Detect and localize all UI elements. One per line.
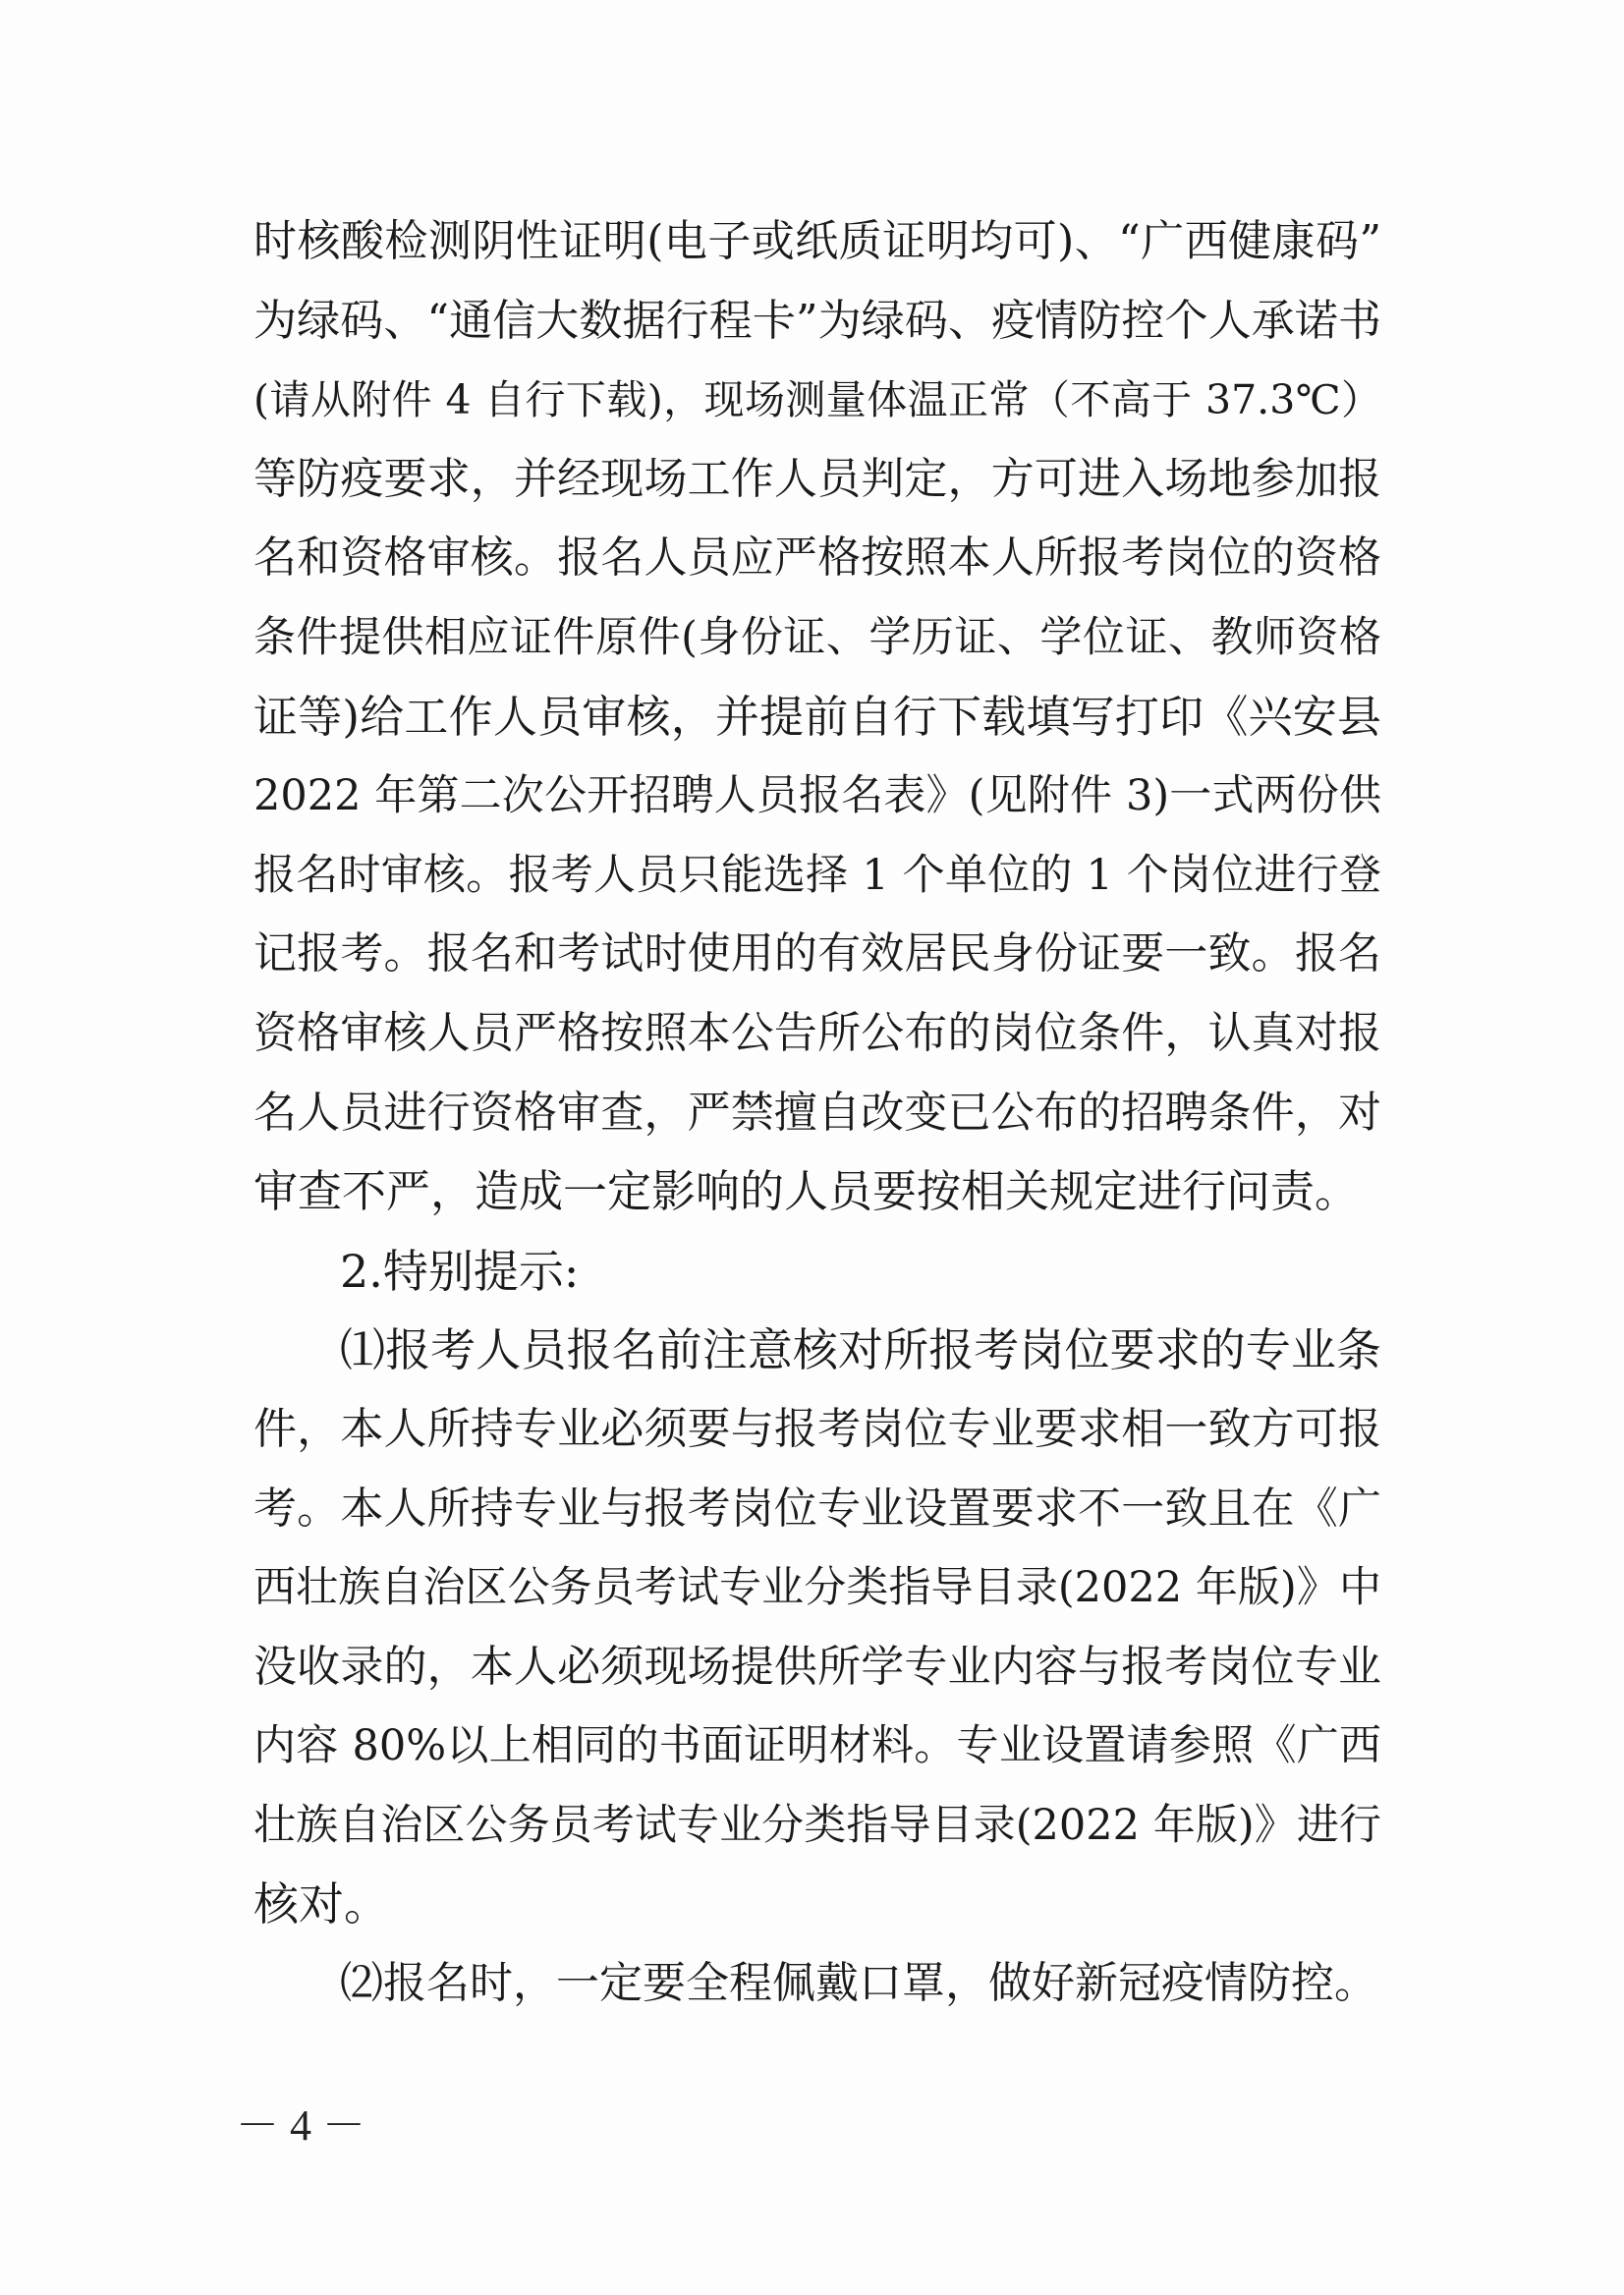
text-line: ⑵报名时，一定要全程佩戴口罩，做好新冠疫情防控。: [340, 1958, 1377, 2009]
text-line: 考。本人所持专业与报考岗位专业设置要求不一致且在《广: [253, 1483, 1381, 1534]
text-line: 内容 80%以上相同的书面证明材料。专业设置请参照《广西: [253, 1721, 1381, 1771]
text-line: 为绿码、“通信大数据行程卡”为绿码、疫情防控个人承诺书: [253, 295, 1381, 346]
text-line: 时核酸检测阴性证明(电子或纸质证明均可)、“广西健康码”: [253, 216, 1381, 266]
text-line: (请从附件 4 自行下载)，现场测量体温正常（不高于 37.3℃）: [253, 376, 1381, 424]
text-line: 审查不严，造成一定影响的人员要按相关规定进行问责。: [253, 1165, 1360, 1218]
body-text: [253, 202, 1381, 2024]
text-line: ⑴报考人员报名前注意核对所报考岗位要求的专业条: [340, 1323, 1381, 1377]
text-line: 证等)给工作人员审核，并提前自行下载填写打印《兴安县: [253, 690, 1381, 743]
text-line: 名和资格审核。报名人员应严格按照本人所报考岗位的资格: [253, 532, 1381, 584]
text-line: 记报考。报名和考试时使用的有效居民身份证要一致。报名: [253, 928, 1381, 980]
text-line: 资格审核人员严格按照本公告所公布的岗位条件，认真对报: [253, 1007, 1381, 1058]
text-line: 壮族自治区公务员考试专业分类指导目录(2022 年版)》进行: [253, 1800, 1381, 1850]
text-line: 核对。: [253, 1877, 389, 1931]
text-line: 2022 年第二次公开招聘人员报名表》(见附件 3)一式两份供: [253, 771, 1381, 821]
page-number: － 4 －: [236, 2101, 365, 2150]
section-heading: 2.特别提示:: [340, 1244, 580, 1298]
text-line: 条件提供相应证件原件(身份证、学历证、学位证、教师资格: [253, 612, 1381, 662]
text-line: 西壮族自治区公务员考试专业分类指导目录(2022 年版)》中: [253, 1563, 1381, 1613]
text-line: 等防疫要求，并经现场工作人员判定，方可进入场地参加报: [253, 453, 1381, 504]
text-line: 报名时审核。报考人员只能选择 1 个单位的 1 个岗位进行登: [253, 850, 1381, 900]
text-line: 件，本人所持专业必须要与报考岗位专业要求相一致方可报: [253, 1403, 1381, 1454]
text-line: 名人员进行资格审查，严禁擅自改变已公布的招聘条件，对: [253, 1087, 1381, 1138]
text-line: 没收录的，本人必须现场提供所学专业内容与报考岗位专业: [253, 1641, 1381, 1692]
